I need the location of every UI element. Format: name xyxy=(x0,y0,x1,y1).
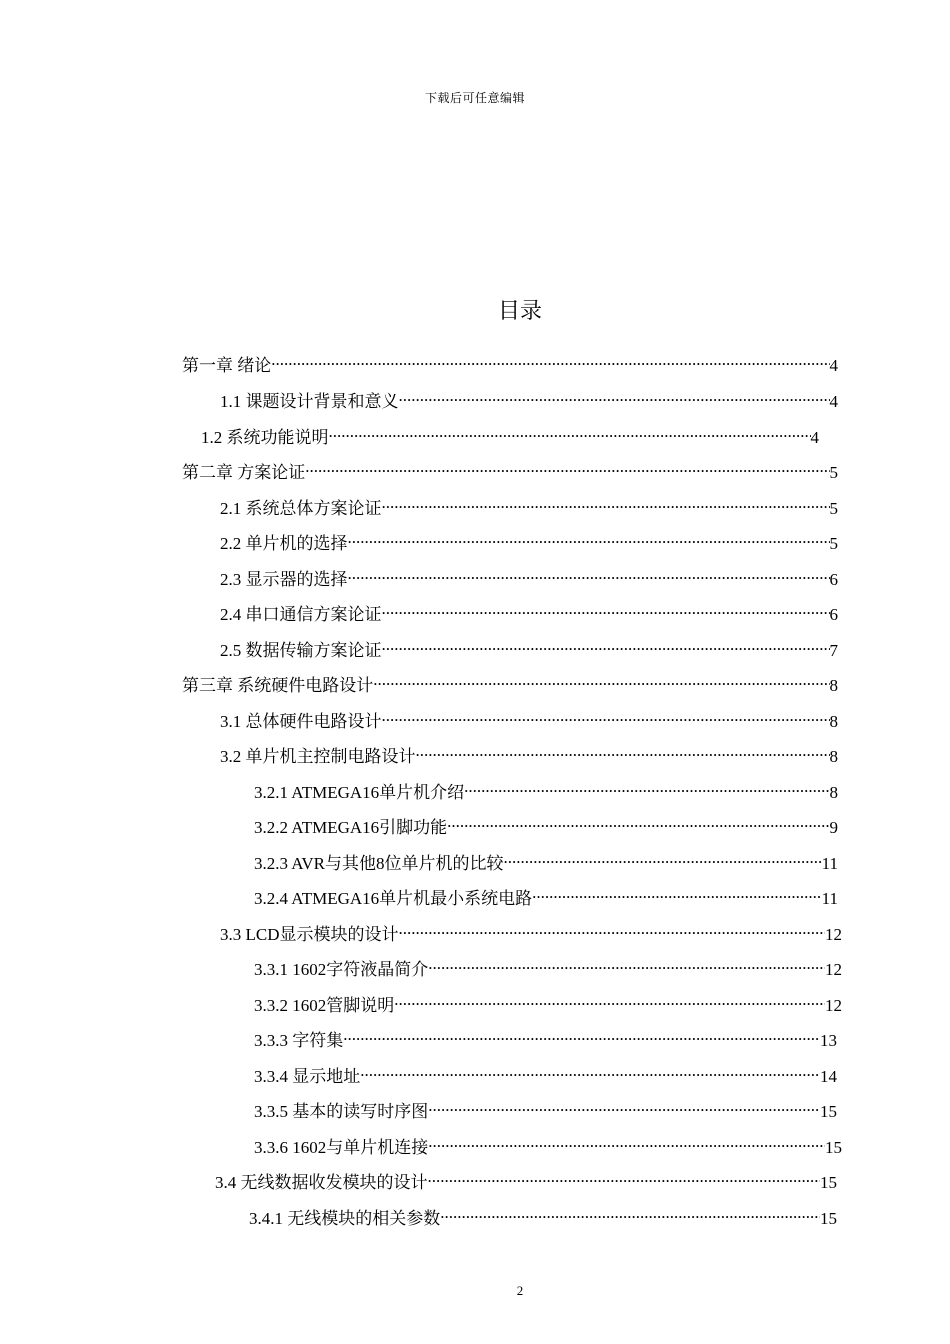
toc-entry-text: 3.3.6 1602与单片机连接 xyxy=(254,1138,429,1157)
toc-entry-text: 第二章 方案论证 xyxy=(182,463,306,482)
toc-entry-text: 3.4 无线数据收发模块的设计 xyxy=(215,1173,428,1192)
toc-entry-3-2-2[interactable] xyxy=(254,809,838,837)
toc-entry-chapter-3[interactable] xyxy=(182,667,838,695)
toc-entry-page: 8 xyxy=(829,783,838,802)
toc-entry-page: 15 xyxy=(820,1209,837,1228)
toc-entry-text: 第三章 系统硬件电路设计 xyxy=(182,676,374,695)
toc-entry-page: 15 xyxy=(820,1102,837,1121)
toc-entry-1-1[interactable] xyxy=(220,383,838,411)
toc-entry-3-2-1[interactable] xyxy=(254,774,838,802)
toc-leader-dots xyxy=(428,1093,820,1117)
toc-entry-text: 3.3.2 1602管脚说明 xyxy=(254,996,395,1015)
toc-leader-dots xyxy=(348,525,830,549)
toc-entry-3-3-4[interactable] xyxy=(254,1058,837,1086)
toc-entry-page: 15 xyxy=(825,1138,842,1157)
toc-entry-page: 5 xyxy=(829,463,838,482)
toc-entry-page: 14 xyxy=(820,1067,837,1086)
toc-entry-page: 11 xyxy=(821,854,838,873)
toc-entry-3-2-4[interactable] xyxy=(254,880,838,908)
toc-entry-page: 5 xyxy=(829,534,838,553)
toc-leader-dots xyxy=(343,1022,820,1046)
toc-entry-1-2[interactable] xyxy=(201,419,819,447)
toc-entry-text: 3.2.4 ATMEGA16单片机最小系统电路 xyxy=(254,889,533,908)
toc-entry-3-3[interactable] xyxy=(220,916,842,944)
toc-entry-text: 3.2.3 AVR与其他8位单片机的比较 xyxy=(254,854,504,873)
toc-leader-dots xyxy=(271,347,829,371)
toc-leader-dots xyxy=(440,1200,820,1224)
toc-entry-2-2[interactable] xyxy=(220,525,838,553)
toc-entry-page: 8 xyxy=(829,676,838,695)
toc-leader-dots xyxy=(399,916,826,940)
toc-entry-3-3-6[interactable] xyxy=(254,1129,842,1157)
toc-entry-text: 2.3 显示器的选择 xyxy=(220,570,348,589)
toc-leader-dots xyxy=(305,454,829,478)
toc-entry-page: 13 xyxy=(820,1031,837,1050)
toc-entry-text: 3.2 单片机主控制电路设计 xyxy=(220,747,416,766)
toc-leader-dots xyxy=(399,383,830,407)
toc-leader-dots xyxy=(360,1058,820,1082)
toc-entry-3-3-1[interactable] xyxy=(254,951,842,979)
toc-entry-text: 3.3.3 字符集 xyxy=(254,1031,344,1050)
toc-entry-3-4-1[interactable] xyxy=(249,1200,837,1228)
toc-leader-dots xyxy=(382,490,830,514)
toc-leader-dots xyxy=(348,561,830,585)
toc-entry-page: 9 xyxy=(829,818,838,837)
toc-entry-page: 6 xyxy=(829,605,838,624)
toc-entry-chapter-2[interactable] xyxy=(182,454,838,482)
toc-entry-2-4[interactable] xyxy=(220,596,838,624)
toc-entry-text: 2.5 数据传输方案论证 xyxy=(220,641,382,660)
toc-entry-2-1[interactable] xyxy=(220,490,838,518)
toc-entry-3-3-3[interactable] xyxy=(254,1022,837,1050)
toc-leader-dots xyxy=(447,809,829,833)
toc-entry-page: 4 xyxy=(810,428,819,447)
toc-entry-text: 1.1 课题设计背景和意义 xyxy=(220,392,399,411)
toc-entry-3-1[interactable] xyxy=(220,703,838,731)
toc-entry-text: 第一章 绪论 xyxy=(182,356,272,375)
toc-entry-page: 4 xyxy=(829,356,838,375)
toc-entry-page: 4 xyxy=(829,392,838,411)
toc-entry-page: 11 xyxy=(821,889,838,908)
toc-entry-text: 3.3.4 显示地址 xyxy=(254,1067,361,1086)
toc-leader-dots xyxy=(382,632,830,656)
toc-entry-chapter-1[interactable] xyxy=(182,347,838,375)
toc-entry-text: 2.1 系统总体方案论证 xyxy=(220,499,382,518)
toc-entry-text: 3.3.1 1602字符液晶简介 xyxy=(254,960,429,979)
toc-entry-page: 8 xyxy=(829,712,838,731)
toc-leader-dots xyxy=(532,880,821,904)
toc-leader-dots xyxy=(394,987,825,1011)
toc-leader-dots xyxy=(428,951,825,975)
toc-title: 目录 xyxy=(497,299,542,324)
toc-leader-dots xyxy=(373,667,829,691)
toc-entry-page: 12 xyxy=(825,960,842,979)
toc-entry-text: 3.3 LCD显示模块的设计 xyxy=(220,925,399,944)
toc-entry-text: 1.2 系统功能说明 xyxy=(201,428,329,447)
toc-entry-text: 3.4.1 无线模块的相关参数 xyxy=(249,1209,441,1228)
toc-entry-page: 5 xyxy=(829,499,838,518)
toc-entry-page: 15 xyxy=(820,1173,837,1192)
toc-entry-page: 7 xyxy=(829,641,838,660)
toc-entry-text: 3.3.5 基本的读写时序图 xyxy=(254,1102,429,1121)
toc-leader-dots xyxy=(428,1164,821,1188)
page-number: 2 xyxy=(516,1283,524,1298)
toc-entry-page: 12 xyxy=(825,996,842,1015)
toc-leader-dots xyxy=(416,738,830,762)
toc-entry-page: 6 xyxy=(829,570,838,589)
toc-leader-dots xyxy=(504,845,822,869)
toc-entry-text: 2.4 串口通信方案论证 xyxy=(220,605,382,624)
toc-entry-text: 3.2.1 ATMEGA16单片机介绍 xyxy=(254,783,465,802)
toc-leader-dots xyxy=(382,703,830,727)
toc-leader-dots xyxy=(382,596,830,620)
toc-entry-2-5[interactable] xyxy=(220,632,838,660)
toc-entry-text: 2.2 单片机的选择 xyxy=(220,534,348,553)
toc-entry-3-2-3[interactable] xyxy=(254,845,838,873)
toc-entry-text: 3.1 总体硬件电路设计 xyxy=(220,712,382,731)
toc-entry-page: 8 xyxy=(829,747,838,766)
toc-entry-page: 12 xyxy=(825,925,842,944)
toc-entry-3-2[interactable] xyxy=(220,738,838,766)
toc-entry-3-3-5[interactable] xyxy=(254,1093,837,1121)
toc-entry-text: 3.2.2 ATMEGA16引脚功能 xyxy=(254,818,448,837)
toc-entry-3-4[interactable] xyxy=(215,1164,837,1192)
toc-leader-dots xyxy=(464,774,829,798)
toc-entry-2-3[interactable] xyxy=(220,561,838,589)
page-header: 下载后可任意编辑 xyxy=(424,91,525,105)
toc-leader-dots xyxy=(329,419,811,443)
toc-entry-3-3-2[interactable] xyxy=(254,987,842,1015)
toc-leader-dots xyxy=(428,1129,825,1153)
